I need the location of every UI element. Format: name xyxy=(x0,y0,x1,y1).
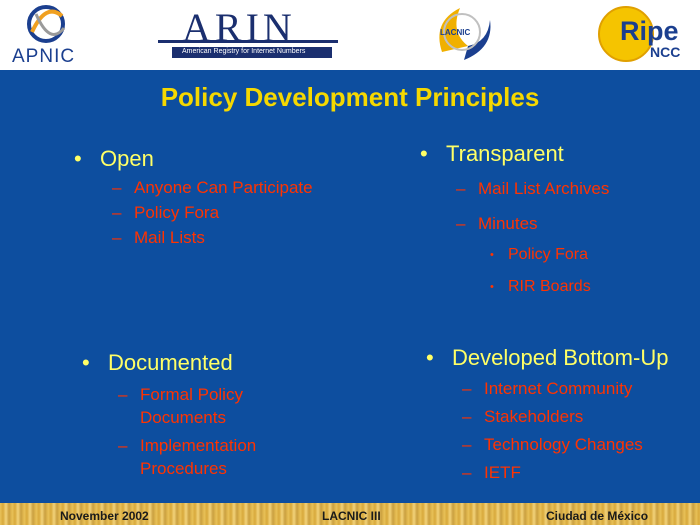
transparent-item-label: Mail List Archives xyxy=(478,179,610,198)
footer-date: November 2002 xyxy=(60,509,149,523)
arin-tagline: American Registry for Internet Numbers xyxy=(182,48,306,55)
bottom-up-item-label: Technology Changes xyxy=(484,435,643,454)
bottom-up-item-label: IETF xyxy=(484,463,521,482)
slide-title: Policy Development Principles xyxy=(160,82,540,112)
documented-item-line: Formal Policy xyxy=(140,385,243,404)
minutes-item xyxy=(490,246,588,264)
ripe-wordmark: Ripe xyxy=(620,16,679,46)
documented-item-line: Procedures xyxy=(140,459,227,478)
small-bullet-icon: • xyxy=(490,248,494,261)
documented-item-line: Implementation xyxy=(140,436,257,455)
ripe-logo xyxy=(598,4,694,66)
bullet-dot-icon: • xyxy=(82,350,90,375)
footer-event: LACNIC III xyxy=(322,509,381,523)
bullet-documented-label: Documented xyxy=(108,350,233,375)
footer-location: Ciudad de México xyxy=(546,509,649,523)
bullet-documented xyxy=(82,350,233,376)
footer-bar xyxy=(0,503,700,525)
ripe-ncc-wordmark: NCC xyxy=(650,44,681,60)
minutes-item xyxy=(490,278,591,296)
open-item-label: Policy Fora xyxy=(134,203,220,222)
arin-logo xyxy=(158,5,338,60)
bottom-up-item-label: Internet Community xyxy=(484,379,633,398)
minutes-item-label: Policy Fora xyxy=(508,246,589,263)
lacnic-logo xyxy=(428,2,498,68)
bullet-transparent-label: Transparent xyxy=(446,141,564,166)
bottom-up-item-label: Stakeholders xyxy=(484,407,584,426)
lacnic-wordmark: LACNIC xyxy=(440,28,471,37)
bullet-dot-icon: • xyxy=(74,146,82,171)
small-bullet-icon: • xyxy=(490,280,494,293)
bullet-dot-icon: • xyxy=(426,345,434,370)
transparent-item-label: Minutes xyxy=(478,214,538,233)
arin-wordmark: ARIN xyxy=(182,5,296,50)
bullet-dot-icon: • xyxy=(420,141,428,166)
bullet-bottom-up-label: Developed Bottom-Up xyxy=(452,345,669,370)
open-item-label: Mail Lists xyxy=(134,228,205,247)
apnic-swirl-icon xyxy=(10,2,85,47)
bullet-open xyxy=(74,146,154,172)
bullet-open-label: Open xyxy=(100,146,154,171)
apnic-logo xyxy=(10,2,85,68)
apnic-wordmark: APNIC xyxy=(12,46,76,67)
bullet-bottom-up xyxy=(426,345,668,371)
logo-bar xyxy=(0,0,700,70)
documented-item-line: Documents xyxy=(140,408,226,427)
bullet-transparent xyxy=(420,141,564,167)
minutes-item-label: RIR Boards xyxy=(508,278,591,295)
open-item-label: Anyone Can Participate xyxy=(134,178,313,197)
